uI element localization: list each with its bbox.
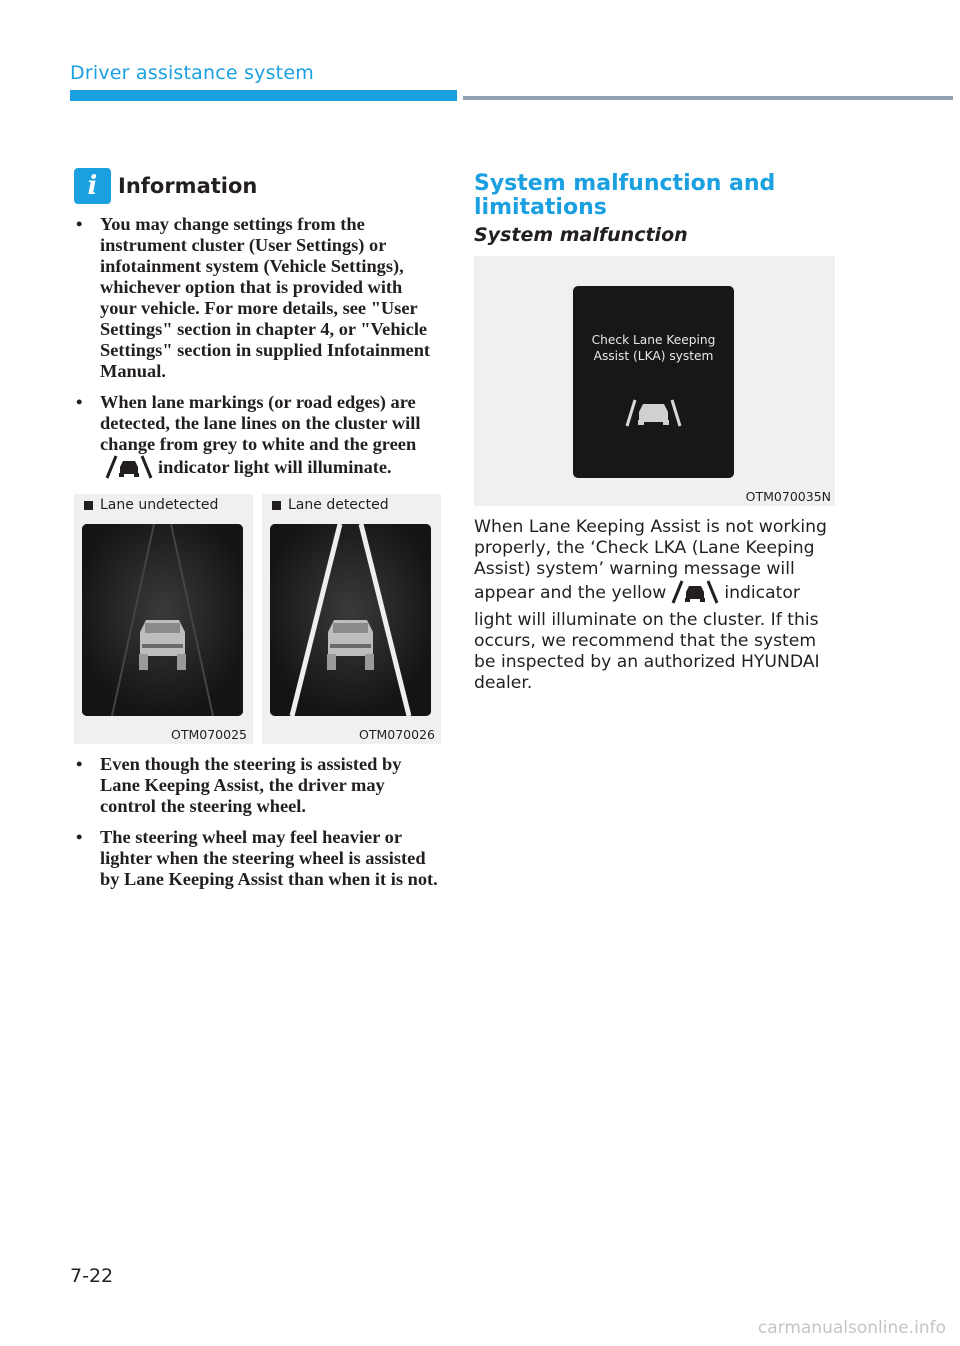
header-section-title: Driver assistance system xyxy=(70,62,314,84)
cluster-screen xyxy=(82,524,243,716)
figure-check-lka xyxy=(474,256,835,506)
caption-square-icon xyxy=(272,501,281,510)
information-title: Information xyxy=(118,174,258,198)
warning-message: Check Lane Keeping Assist (LKA) system xyxy=(591,333,716,363)
information-bullets-bottom xyxy=(70,754,440,890)
bullet-item: • When lane markings (or road edges) are detected, the lane lines on the cluster will change from grey to white and the greenindicator light will illuminate. xyxy=(70,392,440,484)
figure-caption: Lane detected xyxy=(288,497,389,513)
cluster-screen xyxy=(270,524,431,716)
sub-title: System malfunction xyxy=(474,224,688,246)
figure-code: OTM070025 xyxy=(171,727,247,742)
information-column xyxy=(70,168,440,900)
cluster-screen xyxy=(573,286,734,478)
lane-keeping-assist-icon xyxy=(670,580,720,610)
malfunction-column xyxy=(474,172,839,694)
figure-caption: Lane undetected xyxy=(100,497,219,513)
section-title: System malfunction and limitations xyxy=(474,171,776,220)
figure-code: OTM070026 xyxy=(359,727,435,742)
header-divider-bar xyxy=(463,96,953,100)
bullet-item: • Even though the steering is assisted by Lane Keeping Assist, the driver may control the steering wheel. xyxy=(70,754,440,817)
figure-lane-undetected xyxy=(74,494,253,744)
header-accent-bar xyxy=(70,90,457,101)
lane-detection-figures xyxy=(74,494,441,744)
information-bullets-top xyxy=(70,214,440,484)
page-number: 7-22 xyxy=(70,1265,114,1287)
malfunction-paragraph: When Lane Keeping Assist is not working properly, the ‘Check LKA (Lane Keeping Assist) system’ warning message will appear and the yellow indicator light will illuminate on the cluster. If this occurs, we recommend that the system be inspected by an authorized HYUNDAI dealer. xyxy=(474,517,827,693)
watermark: carmanualsonline.info xyxy=(757,1318,946,1338)
caption-square-icon xyxy=(84,501,93,510)
lane-keeping-assist-icon xyxy=(104,455,154,484)
bullet-item: • The steering wheel may feel heavier or lighter when the steering wheel is assisted by Lane Keeping Assist than when it is not. xyxy=(70,827,440,890)
figure-code: OTM070035N xyxy=(745,489,831,504)
information-heading xyxy=(74,168,440,204)
figure-lane-detected xyxy=(262,494,441,744)
info-icon: i xyxy=(74,168,111,204)
bullet-item: • You may change settings from the instrument cluster (User Settings) or infotainment system (Vehicle Settings), whichever option that is provided with your vehicle. For more details, see "User Settings" section in chapter 4, or "Vehicle Settings" section in supplied Infotainment Manual. xyxy=(70,214,440,382)
